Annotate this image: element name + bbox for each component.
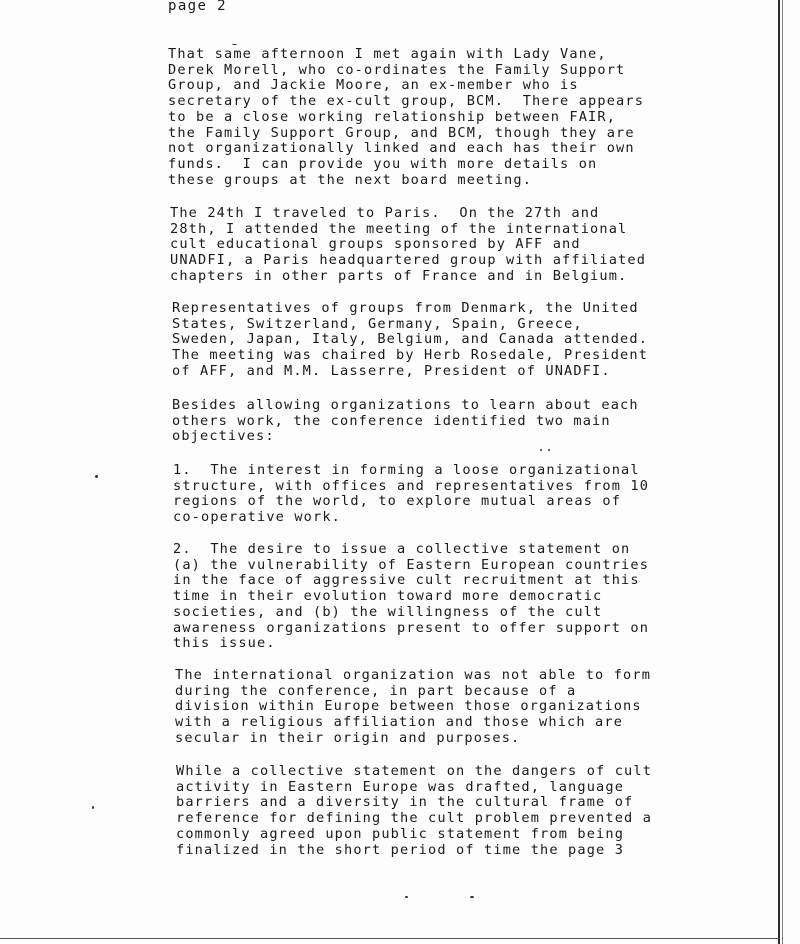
page-number: page 2 (168, 0, 227, 14)
scan-speck (470, 896, 474, 898)
paragraph-objective-1: 1. The interest in forming a loose organizational structure, with offices and representatives from 10 regions of the world, to explore mutual areas of co-operative work. (173, 462, 650, 526)
paragraph-objectives-intro: Besides allowing organizations to learn about each others work, the conference identified two main objectives: (172, 397, 639, 445)
paragraph-objective-2: 2. The desire to issue a collective statement on (a) the vulnerability of Eastern European countries in the face of aggressive cult recruitment at this time in their evolution toward more democratic societies, and (b) the willingness of the cult awareness organizations present to offer support on this issue. (173, 541, 650, 652)
scan-speck (95, 475, 98, 478)
scan-speck (92, 806, 94, 809)
paragraph-collective-statement: While a collective statement on the dangers of cult activity in Eastern Europe was drafted, language barriers and a diversity in the cultural frame of reference for defining the cult problem prevented a commonly agreed upon public statement from being finalized in the short period of time the page 3 (176, 763, 653, 858)
paragraph-meeting-lady-vane: That same afternoon I met again with Lady Vane, Derek Morell, who co-ordinates the Family Support Group, and Jackie Moore, an ex-member who is secretary of the ex-cult group, BCM. There appears to be a close working relationship between FAIR, the Family Support Group, and BCM, though they are not organizationally linked and each has their own funds. I can provide you with more details on these groups at the next board meeting. (168, 46, 645, 188)
paragraph-organization-not-formed: The international organization was not able to form during the conference, in part because of a division within Europe between those organizations with a religious affiliation and those which are secular in their origin and purposes. (175, 667, 652, 746)
paragraph-representatives: Representatives of groups from Denmark, the United States, Switzerland, Germany, Spain, Greece, Sweden, Japan, Italy, Belgium, and Canada attended. The meeting was chaired by Herb Rosedale, President of AFF, and M.M. Lasserre, President of UNADFI. (172, 300, 649, 379)
page-edge-right (778, 0, 780, 944)
page-edge-bottom (0, 938, 780, 939)
paragraph-paris-trip: The 24th I traveled to Paris. On the 27th and 28th, I attended the meeting of the international cult educational groups sponsored by AFF and UNADFI, a Paris headquartered group with affiliated chapters in other parts of France and in Belgium. (170, 205, 647, 284)
scan-speck (540, 449, 542, 451)
scan-speck (232, 44, 237, 45)
scan-speck (405, 896, 408, 898)
scan-speck (548, 449, 550, 451)
page-edge-right-shadow (782, 0, 783, 944)
